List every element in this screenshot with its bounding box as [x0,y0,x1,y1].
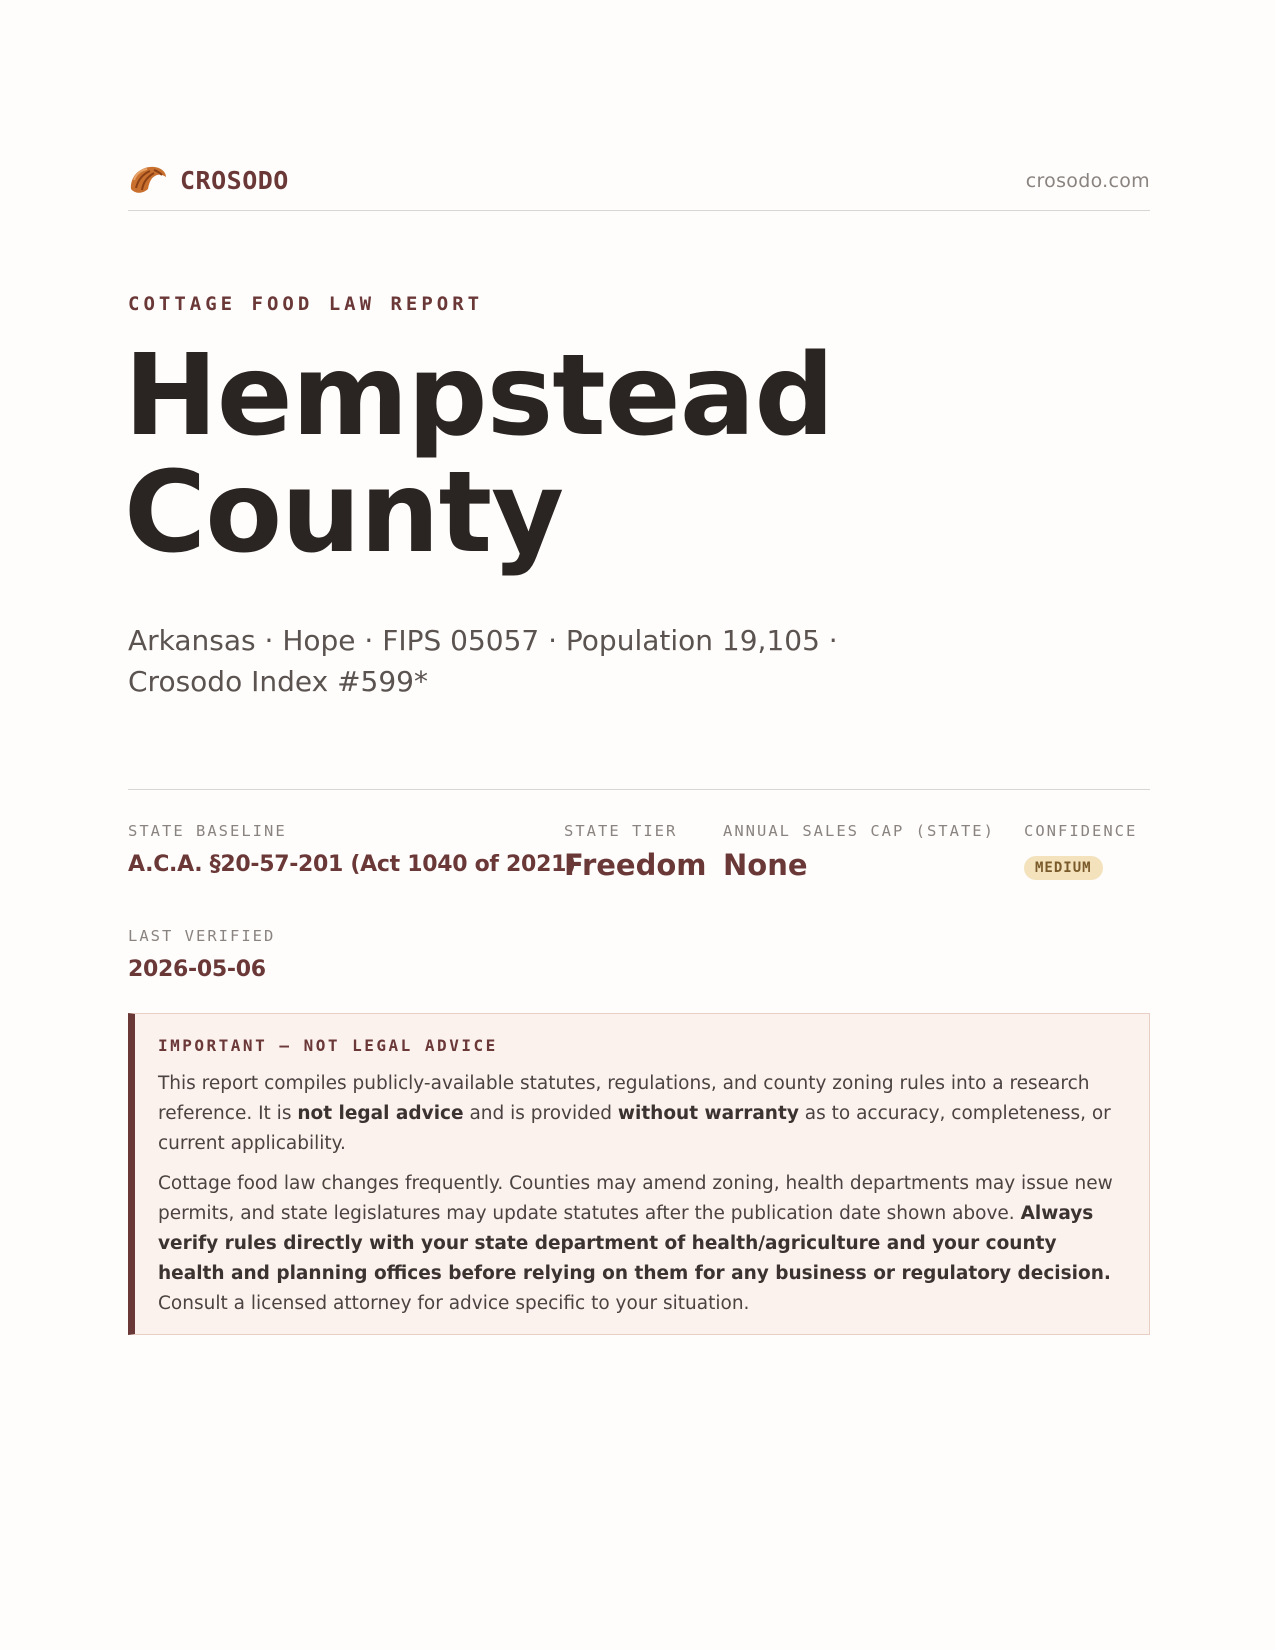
croissant-icon [128,162,168,198]
disclaimer-text: Cottage food law changes frequently. Counties may amend zoning, health departments may issue new permits, and state legislatures may update statutes after the publication date shown above. [158,1173,1113,1224]
confidence-label: CONFIDENCE [1024,822,1138,840]
state-baseline-value: A.C.A. §20-57-201 (Act 1040 of 2021) [128,852,576,877]
sales-cap-label: ANNUAL SALES CAP (STATE) [723,822,995,840]
report-eyebrow: COTTAGE FOOD LAW REPORT [128,293,484,315]
disclaimer-emphasis: Always verify rules directly with your state department of health/agriculture and your county health and planning offices before relying on them for any business or regulatory decision. [158,1203,1111,1284]
confidence-field [1024,822,1137,880]
section-divider [128,789,1150,790]
disclaimer-heading: IMPORTANT — NOT LEGAL ADVICE [158,1036,498,1055]
state-baseline-field [128,822,576,877]
last-verified-label: LAST VERIFIED [128,927,276,945]
state-tier-value: Freedom [564,848,707,882]
confidence-badge: MEDIUM [1024,856,1103,880]
brand[interactable] [128,162,289,198]
disclaimer-paragraph-1 [158,1069,1121,1159]
header-bar [128,158,1150,211]
sales-cap-field [723,822,995,882]
state-tier-label: STATE TIER [564,822,678,840]
last-verified-field [128,927,275,982]
legal-disclaimer [128,1013,1150,1335]
disclaimer-emphasis: not legal advice [297,1103,464,1124]
disclaimer-text: This report compiles publicly-available statutes, regulations, and county zoning rules into a research reference. It is [158,1073,1090,1124]
disclaimer-text: Consult a licensed attorney for advice specific to your situation. [158,1293,750,1314]
disclaimer-text: and is provided [463,1103,618,1124]
state-tier-field [564,822,707,882]
site-link[interactable]: crosodo.com [1025,170,1150,192]
title-line-2: County [124,448,564,578]
page-title [124,331,834,578]
last-verified-value: 2026-05-06 [128,957,266,982]
sales-cap-value: None [723,848,808,882]
disclaimer-emphasis: without warranty [617,1103,799,1124]
disclaimer-paragraph-2 [158,1169,1121,1319]
county-summary: Arkansas · Hope · FIPS 05057 · Population 19,105 · Crosodo Index #599* [128,624,838,698]
title-line-1: Hempstead [124,331,834,461]
state-baseline-label: STATE BASELINE [128,822,287,840]
disclaimer-text: as to accuracy, completeness, or current applicability. [158,1103,1111,1154]
brand-name: CROSODO [180,165,289,195]
